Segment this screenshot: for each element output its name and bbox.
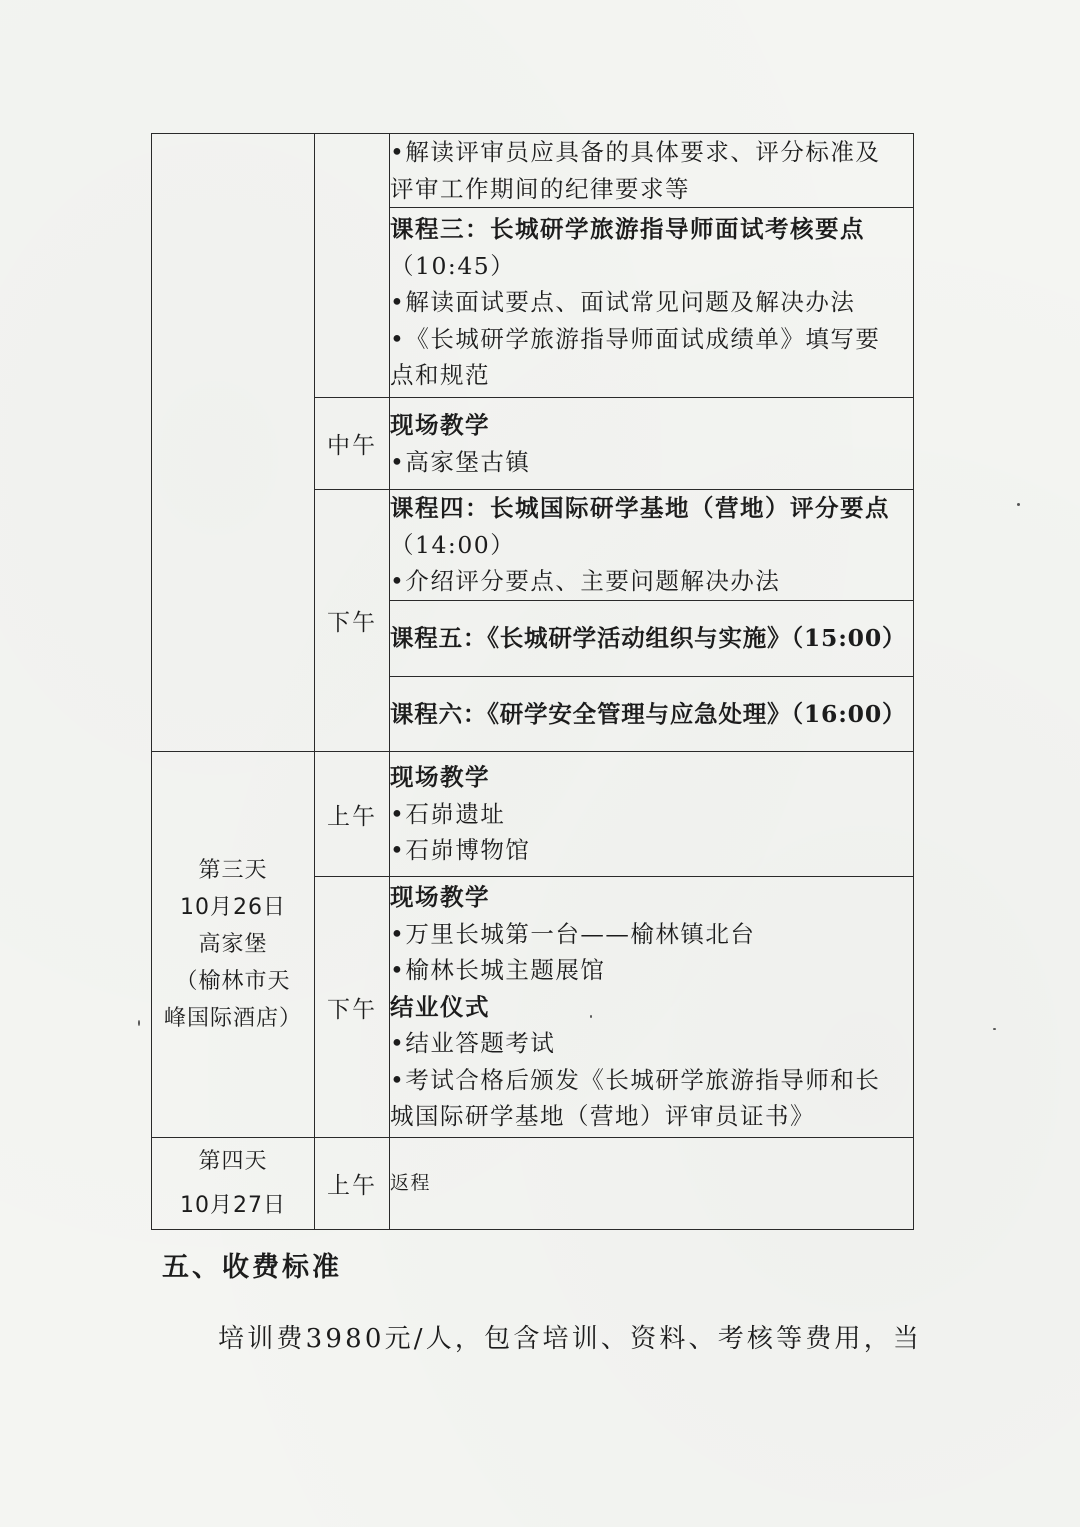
table-row xyxy=(152,134,914,208)
day-hotel: 峰国际酒店） xyxy=(163,1006,302,1031)
content-cell xyxy=(390,490,914,601)
bullet-item: 点和规范 xyxy=(390,361,490,390)
day4-cell xyxy=(152,1138,315,1230)
course-title: 课程六：《研学安全管理与应急处理》（16:00） xyxy=(390,699,907,728)
time-cell-morning: 上午 xyxy=(315,1138,390,1230)
bullet-item: •榆林长城主题展馆 xyxy=(390,956,606,985)
day-date: 10月27日 xyxy=(180,1192,286,1218)
bullet-item: •介绍评分要点、主要问题解决办法 xyxy=(390,567,781,596)
day-hotel: （榆林市天 xyxy=(175,969,291,994)
table-row xyxy=(152,752,914,877)
content-cell xyxy=(390,877,914,1138)
bullet-item: •《长城研学旅游指导师面试成绩单》填写要 xyxy=(390,324,881,353)
content-cell xyxy=(390,677,914,752)
bullet-item: •石峁遗址 xyxy=(390,799,506,828)
time-cell-noon: 中午 xyxy=(315,398,390,490)
bullet-item: •石峁博物馆 xyxy=(390,836,531,865)
day3-cell xyxy=(152,752,315,1138)
content-cell xyxy=(390,601,914,677)
course-time: （14:00） xyxy=(390,530,516,559)
day-label: 第三天 xyxy=(198,858,268,883)
course-title: 课程四：长城国际研学基地（营地）评分要点 xyxy=(390,494,890,523)
activity-title: 现场教学 xyxy=(390,883,490,912)
bullet-item: •解读面试要点、面试常见问题及解决办法 xyxy=(390,288,856,317)
content-cell xyxy=(390,398,914,490)
scan-speck xyxy=(138,1020,140,1026)
activity-title: 现场教学 xyxy=(390,411,490,439)
section-heading: 五、收费标准 xyxy=(162,1252,342,1283)
day-date: 10月26日 xyxy=(180,895,286,920)
time-cell-afternoon: 下午 xyxy=(315,877,390,1138)
text-line: •解读评审员应具备的具体要求、评分标准及 xyxy=(390,138,881,166)
content-cell xyxy=(390,208,914,398)
table-row xyxy=(152,1138,914,1230)
course-title: 课程五：《长城研学活动组织与实施》（15:00） xyxy=(390,624,907,653)
scan-speck xyxy=(1017,503,1020,506)
content-cell xyxy=(390,752,914,877)
content-cell xyxy=(390,134,914,208)
text-line: 评审工作期间的纪律要求等 xyxy=(390,174,690,203)
bullet-item: •高家堡古镇 xyxy=(390,447,531,476)
day2-cell xyxy=(152,134,315,752)
bullet-item: •结业答题考试 xyxy=(390,1029,556,1058)
schedule-table xyxy=(151,133,914,1230)
fee-paragraph: 培训费3980元/人，包含培训、资料、考核等费用，当 xyxy=(218,1324,923,1354)
time-cell-morning-continued xyxy=(315,134,390,398)
content-cell xyxy=(390,1138,914,1230)
activity-title: 现场教学 xyxy=(390,763,490,792)
scan-speck xyxy=(993,1028,996,1030)
bullet-item: •考试合格后颁发《长城研学旅游指导师和长 xyxy=(390,1065,881,1094)
course-title: 课程三：长城研学旅游指导师面试考核要点 xyxy=(390,215,865,244)
time-cell-morning: 上午 xyxy=(315,752,390,877)
day-label: 第四天 xyxy=(198,1148,268,1174)
day-location: 高家堡 xyxy=(198,932,268,957)
bullet-item: 城国际研学基地（营地）评审员证书》 xyxy=(390,1102,815,1131)
scan-speck xyxy=(590,1015,592,1018)
bullet-item: •万里长城第一台——榆林镇北台 xyxy=(390,919,756,948)
return-text: 返程 xyxy=(390,1172,432,1195)
course-time: （10:45） xyxy=(390,251,516,280)
time-cell-afternoon: 下午 xyxy=(315,490,390,752)
activity-title: 结业仪式 xyxy=(390,992,490,1021)
